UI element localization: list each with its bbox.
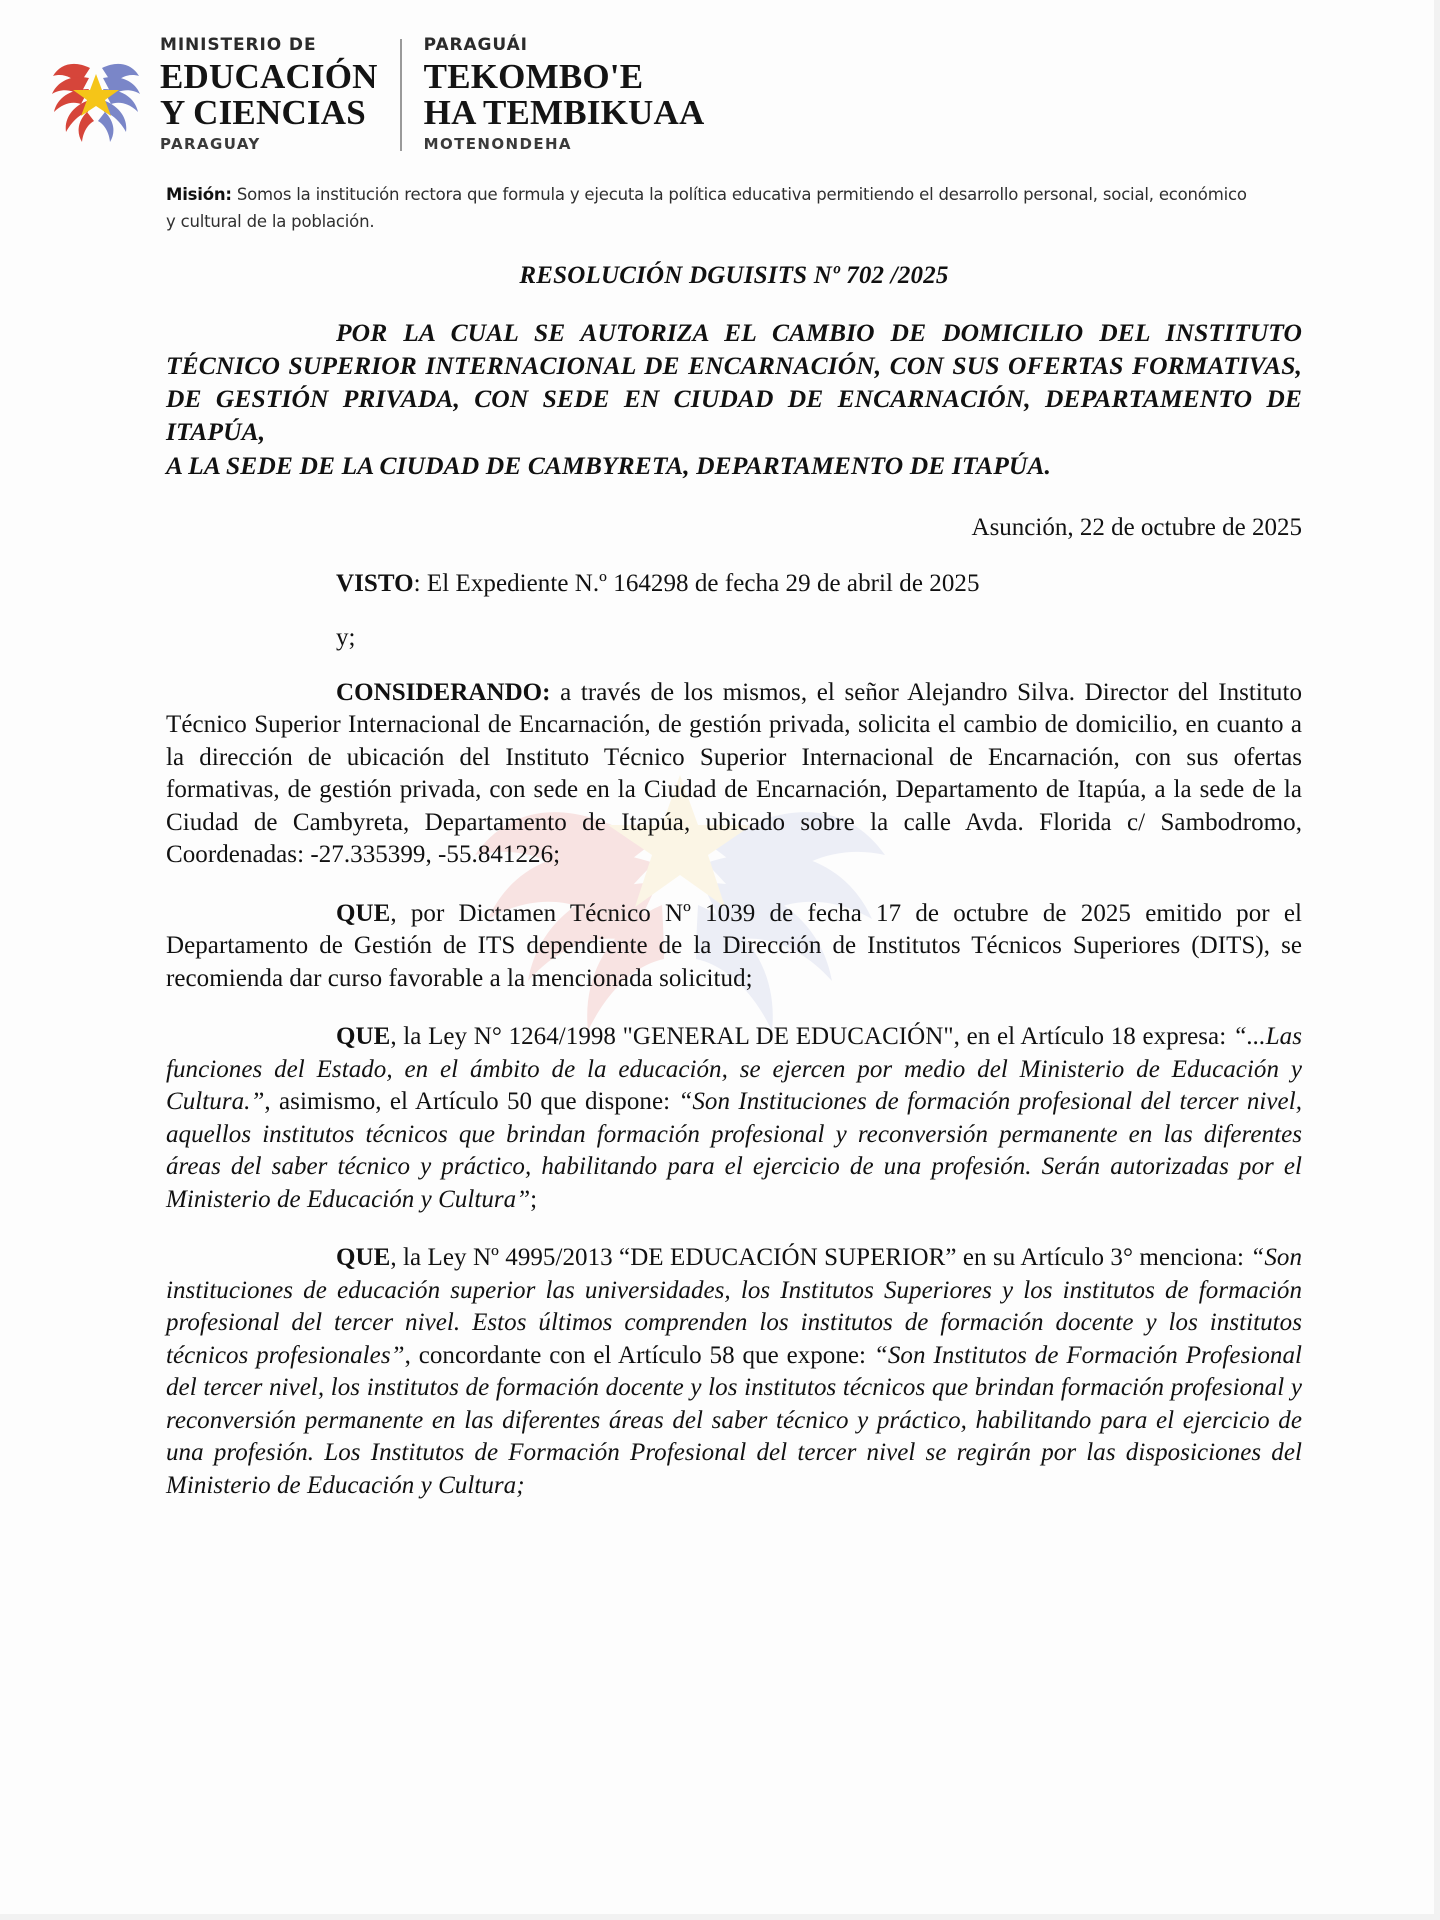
mission-text: Somos la institución rectora que formula y ejecuta la política educativa permitiendo el desarrollo personal, social, económico y cultural de la población.	[166, 185, 1247, 231]
resolution-title-last-line: A LA SEDE DE LA CIUDAD DE CAMBYRETA, DEPARTAMENTO DE ITAPÚA.	[166, 450, 1052, 480]
resolution-title	[166, 316, 1302, 482]
logo-line1-gn: TEKOMBO'E	[423, 56, 644, 96]
paragraph-visto-continuation: y;	[336, 624, 356, 652]
que-ley-4995-mid: , concordante con el Artículo 58 que expone:	[404, 1341, 874, 1369]
que-ley-4995-quote-1: “Son instituciones de educación superior las universidades, los Institutos Superiores y los institutos de formación profesional del tercer nivel. Estos últimos comprenden los institutos de formación docente y los institutos técnicos profesionales”	[166, 1244, 1302, 1369]
logo-line2-es: Y CIENCIAS	[160, 92, 366, 132]
paragraph-visto	[166, 568, 1302, 601]
resolution-title-text: POR LA CUAL SE AUTORIZA EL CAMBIO DE DOMICILIO DEL INSTITUTO TÉCNICO SUPERIOR INTERNACIONAL DE ENCARNACIÓN, CON SUS OFERTAS FORMATIVAS, DE GESTIÓN PRIVADA, CON SEDE EN CIUDAD DE ENCARNACIÓN, DEPARTAMENTO DE ITAPÚA,	[166, 318, 1302, 447]
ministry-logo	[48, 34, 704, 154]
logo-kicker-gn: PARAGUÁI	[423, 35, 528, 56]
logo-foot-es: PARAGUAY	[160, 134, 261, 153]
resolution-number: RESOLUCIÓN DGUISITS Nº 702 /2025	[519, 262, 949, 289]
considerando-text: a través de los mismos, el señor Alejandro Silva. Director del Instituto Técnico Superior Internacional de Encarnación, de gestión privada, solicita el cambio de domicilio, en cuanto a la dirección de ubicación del Instituto Técnico Superior Internacional de Encarnación, con sus ofertas formativas, de gestión privada, con sede en la Ciudad de Encarnación, Departamento de Itapúa, a la sede de la Ciudad de Cambyreta, Departamento de Itapúa, ubicado sobre la calle Avda. Florida c/ Sambodromo, Coordenadas: -27.335399, -55.841226;	[166, 678, 1302, 869]
paraguay-coat-of-arms-icon	[48, 42, 144, 146]
que-ley-1264-label: QUE	[336, 1023, 391, 1051]
que-ley-4995-pre: , la Ley Nº 4995/2013 “DE EDUCACIÓN SUPERIOR” en su Artículo 3° menciona:	[390, 1244, 1251, 1272]
paragraph-que-dictamen	[166, 898, 1302, 996]
logo-foot-gn: MOTENONDEHA	[423, 134, 572, 153]
resolution-body	[166, 262, 1302, 1528]
que-ley-1264-quote-1: “...Las funciones del Estado, en el ámbito de la educación, se ejercen por medio del Ministerio de Educación y Cultura.”	[166, 1023, 1302, 1116]
que-ley-4995-quote-2: “Son Institutos de Formación Profesional del tercer nivel, los institutos de formación docente y los institutos técnicos que brindan formación profesional y reconversión permanente en las diferentes áreas del saber técnico y práctico, habilitando para el ejercicio de una profesión. Los Institutos de Formación Profesional del tercer nivel se regirán por las disposiciones del Ministerio de Educación y Cultura;	[166, 1341, 1302, 1499]
mission-label: Misión:	[166, 185, 232, 204]
logo-spanish-block	[160, 35, 378, 152]
paragraph-que-ley-4995	[166, 1242, 1302, 1502]
mission-statement	[166, 182, 1256, 235]
logo-divider	[400, 39, 402, 150]
considerando-label: CONSIDERANDO:	[336, 678, 551, 706]
paragraph-considerando	[166, 677, 1302, 872]
paragraph-que-ley-1264	[166, 1021, 1302, 1216]
visto-text: : El Expediente N.º 164298 de fecha 29 de abril de 2025	[413, 569, 980, 597]
que-ley-1264-post: ;	[530, 1185, 538, 1213]
place-and-date: Asunción, 22 de octubre de 2025	[971, 513, 1302, 541]
que-ley-4995-label: QUE	[336, 1244, 391, 1272]
que-ley-1264-mid: , asimismo, el Artículo 50 que dispone:	[264, 1088, 679, 1116]
logo-guarani-block	[424, 35, 705, 152]
que-ley-1264-pre: , la Ley N° 1264/1998 "GENERAL DE EDUCACIÓN", en el Artículo 18 expresa:	[390, 1023, 1233, 1051]
logo-line1-es: EDUCACIÓN	[160, 56, 378, 96]
logo-kicker-es: MINISTERIO DE	[160, 35, 317, 56]
logo-line2-gn: HA TEMBIKUAA	[423, 92, 705, 132]
que-ley-1264-quote-2: “Son Instituciones de formación profesional del tercer nivel, aquellos institutos técnicos que brindan formación profesional y reconversión permanente en las diferentes áreas del saber técnico y práctico, habilitando para el ejercicio de una profesión. Serán autorizadas por el Ministerio de Educación y Cultura”	[166, 1088, 1302, 1213]
que-dictamen-label: QUE	[336, 899, 391, 927]
que-dictamen-text: , por Dictamen Técnico Nº 1039 de fecha 17 de octubre de 2025 emitido por el Departamento de Gestión de ITS dependiente de la Dirección de Institutos Técnicos Superiores (DITS), se recomienda dar curso favorable a la mencionada solicitud;	[166, 899, 1302, 992]
visto-label: VISTO	[336, 569, 414, 597]
